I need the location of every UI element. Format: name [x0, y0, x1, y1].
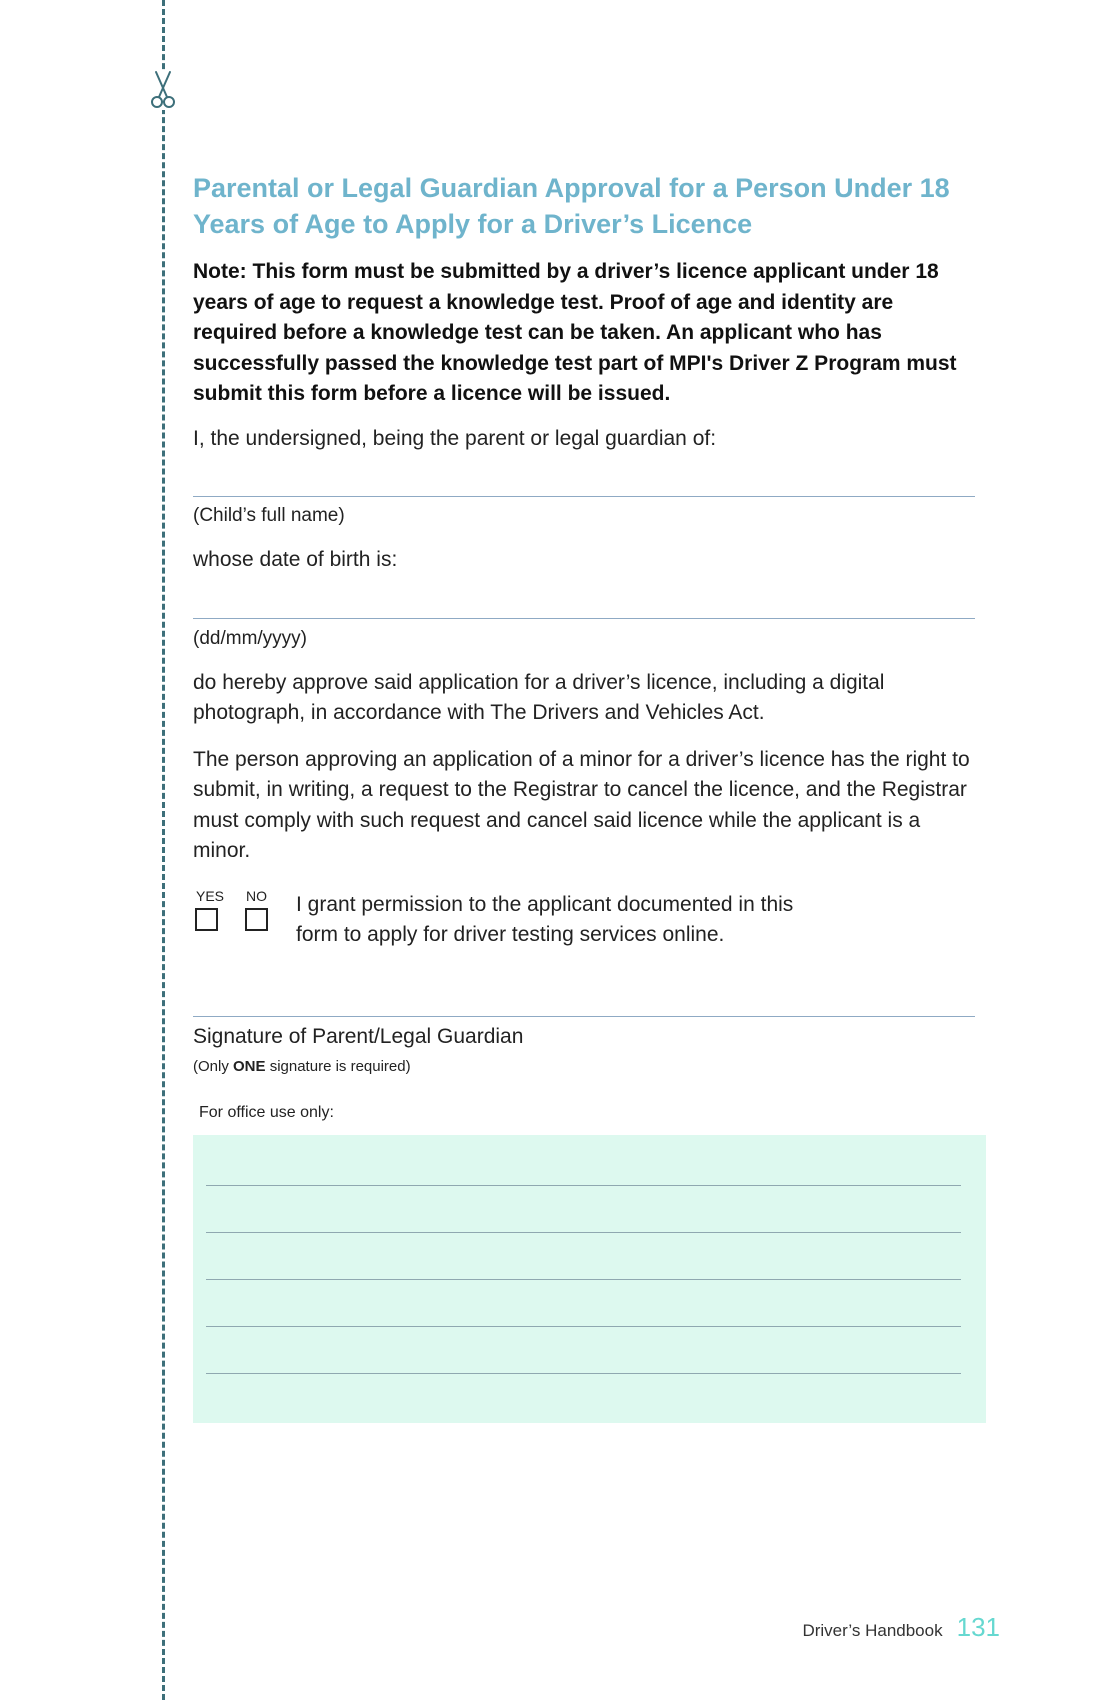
intro-text: I, the undersigned, being the parent or legal guardian of:: [193, 426, 717, 450]
office-use-line[interactable]: [206, 1326, 961, 1327]
form-note: Note: This form must be submitted by a driver’s licence applicant under 18 years of age to request a knowledge test. Proof of age and identity are required before a knowledge test can be taken. An applicant who has successfully passed the knowledge test part of MPI's Driver Z Program must submit this form before a licence will be issued.: [193, 260, 957, 405]
signature-field[interactable]: [193, 1015, 975, 1017]
footer-title: Driver’s Handbook: [802, 1621, 943, 1640]
yes-label: YES: [196, 887, 225, 904]
yes-option[interactable]: [193, 889, 243, 931]
office-use-label: For office use only:: [199, 1103, 334, 1121]
office-use-line[interactable]: [206, 1279, 961, 1280]
office-use-line[interactable]: [206, 1185, 961, 1186]
child-name-label: (Child’s full name): [193, 505, 345, 526]
rights-text: The person approving an application of a minor for a driver’s licence has the right to submit, in writing, a request to the Registrar to cancel the licence, and the Registrar must comply with such request and cancel said licence while the applicant is a minor.: [193, 747, 970, 862]
page-number: 131: [956, 1612, 1000, 1642]
form-title: Parental or Legal Guardian Approval for a Person Under 18 Years of Age to Apply for a Driver’s Licence: [193, 173, 950, 239]
signature-note: [193, 1057, 975, 1077]
office-use-line[interactable]: [206, 1373, 961, 1374]
dob-field[interactable]: [193, 588, 975, 619]
no-option[interactable]: [243, 889, 293, 931]
approval-text: do hereby approve said application for a driver’s licence, including a digital photograph, in accordance with The Drivers and Vehicles Act.: [193, 670, 885, 724]
signature-note-before: (Only: [193, 1057, 234, 1075]
permission-text: I grant permission to the applicant documented in this form to apply for driver testing services online.: [296, 892, 794, 946]
signature-note-bold: ONE: [233, 1057, 266, 1075]
signature-note-after: signature is required): [265, 1057, 411, 1075]
approval-form: [193, 170, 975, 1423]
office-use-line[interactable]: [206, 1232, 961, 1233]
yes-checkbox[interactable]: [195, 908, 218, 931]
child-name-field[interactable]: [193, 466, 975, 497]
cut-line: [162, 0, 165, 1700]
office-use-box: [193, 1135, 986, 1423]
signature-label: Signature of Parent/Legal Guardian: [193, 1024, 524, 1048]
scissors-icon: [148, 70, 178, 110]
page-footer: [802, 1612, 1000, 1643]
dob-intro-text: whose date of birth is:: [193, 548, 398, 571]
no-checkbox[interactable]: [245, 908, 268, 931]
permission-row: [193, 889, 975, 951]
no-label: NO: [246, 887, 267, 904]
dob-label: (dd/mm/yyyy): [193, 627, 307, 649]
